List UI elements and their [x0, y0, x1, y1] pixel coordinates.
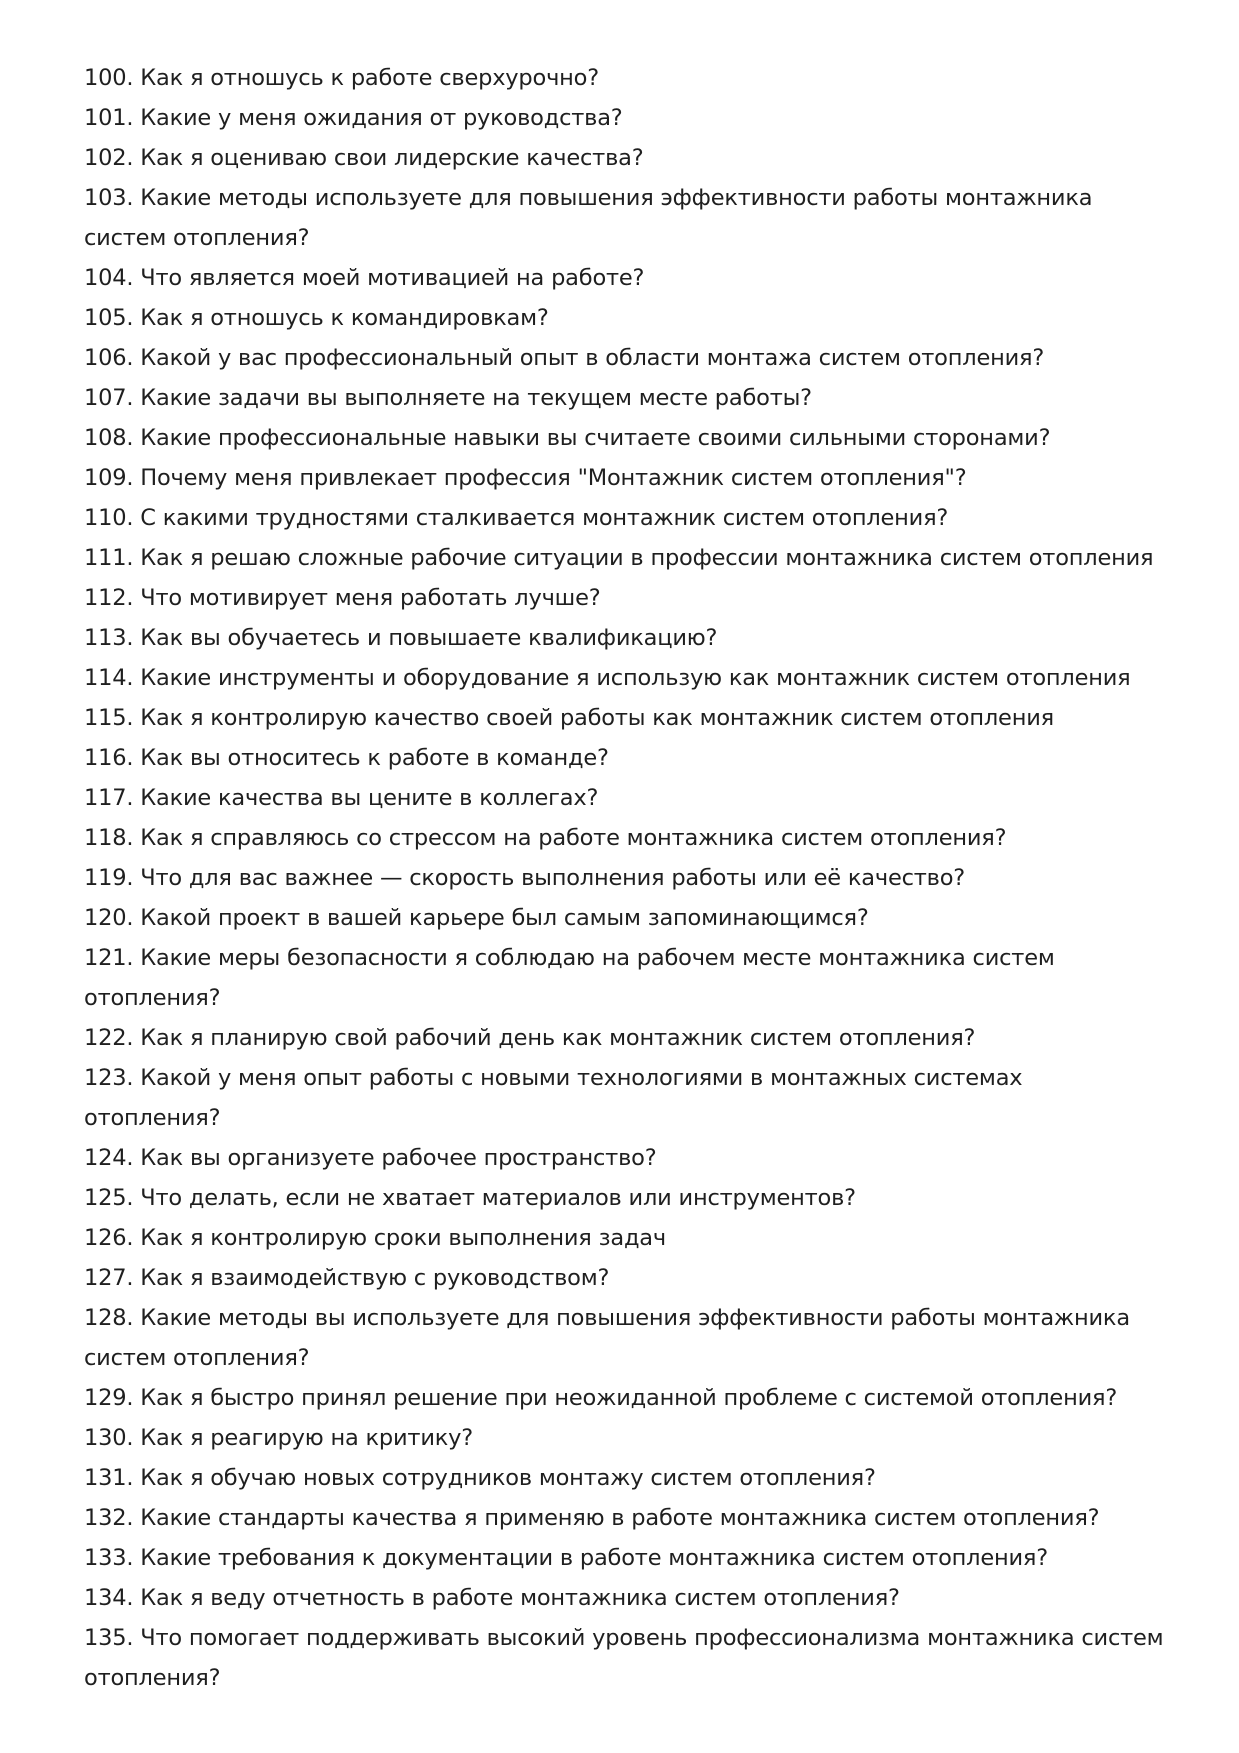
list-item: 118. Как я справляюсь со стрессом на работе монтажника систем отопления? — [84, 825, 1007, 851]
list-item: 103. Какие методы используете для повышения эффективности работы монтажника систем отопления? — [84, 185, 1093, 251]
list-item: 112. Что мотивирует меня работать лучше? — [84, 585, 601, 611]
list-item: 131. Как я обучаю новых сотрудников монтажу систем отопления? — [84, 1465, 876, 1491]
list-item: 104. Что является моей мотивацией на работе? — [84, 265, 645, 291]
list-item: 116. Как вы относитесь к работе в команде? — [84, 745, 609, 771]
list-item: 110. С какими трудностями сталкивается монтажник систем отопления? — [84, 505, 949, 531]
list-item: 133. Какие требования к документации в работе монтажника систем отопления? — [84, 1545, 1048, 1571]
list-item: 119. Что для вас важнее — скорость выполнения работы или её качество? — [84, 865, 966, 891]
list-item: 100. Как я отношусь к работе сверхурочно? — [84, 65, 599, 91]
list-item: 107. Какие задачи вы выполняете на текущем месте работы? — [84, 385, 812, 411]
list-item: 125. Что делать, если не хватает материалов или инструментов? — [84, 1185, 856, 1211]
list-item: 111. Как я решаю сложные рабочие ситуации в профессии монтажника систем отопления — [84, 545, 1154, 571]
list-item: 108. Какие профессиональные навыки вы считаете своими сильными сторонами? — [84, 425, 1051, 451]
list-item: 122. Как я планирую свой рабочий день как монтажник систем отопления? — [84, 1025, 976, 1051]
list-item: 121. Какие меры безопасности я соблюдаю на рабочем месте монтажника систем отопления? — [84, 945, 1055, 1011]
list-item: 124. Как вы организуете рабочее пространство? — [84, 1145, 657, 1171]
list-item: 134. Как я веду отчетность в работе монтажника систем отопления? — [84, 1585, 900, 1611]
list-item: 115. Как я контролирую качество своей работы как монтажник систем отопления — [84, 705, 1054, 731]
list-item: 113. Как вы обучаетесь и повышаете квалификацию? — [84, 625, 718, 651]
list-item: 101. Какие у меня ожидания от руководства? — [84, 105, 623, 131]
list-item: 102. Как я оцениваю свои лидерские качества? — [84, 145, 644, 171]
list-item: 132. Какие стандарты качества я применяю в работе монтажника систем отопления? — [84, 1505, 1100, 1531]
list-item: 126. Как я контролирую сроки выполнения задач — [84, 1225, 666, 1251]
list-item: 106. Какой у вас профессиональный опыт в области монтажа систем отопления? — [84, 345, 1045, 371]
question-list — [84, 58, 1164, 1698]
list-item: 130. Как я реагирую на критику? — [84, 1425, 474, 1451]
list-item: 120. Какой проект в вашей карьере был самым запоминающимся? — [84, 905, 869, 931]
list-item: 127. Как я взаимодействую с руководством? — [84, 1265, 610, 1291]
list-item: 123. Какой у меня опыт работы с новыми технологиями в монтажных системах отопления? — [84, 1065, 1023, 1131]
list-item: 129. Как я быстро принял решение при неожиданной проблеме с системой отопления? — [84, 1385, 1118, 1411]
list-item: 117. Какие качества вы цените в коллегах? — [84, 785, 599, 811]
list-item: 109. Почему меня привлекает профессия "Монтажник систем отопления"? — [84, 465, 967, 491]
list-item: 105. Как я отношусь к командировкам? — [84, 305, 549, 331]
list-item: 128. Какие методы вы используете для повышения эффективности работы монтажника систем отопления? — [84, 1305, 1130, 1371]
list-item: 114. Какие инструменты и оборудование я использую как монтажник систем отопления — [84, 665, 1131, 691]
list-item: 135. Что помогает поддерживать высокий уровень профессионализма монтажника систем отопления? — [84, 1625, 1164, 1691]
